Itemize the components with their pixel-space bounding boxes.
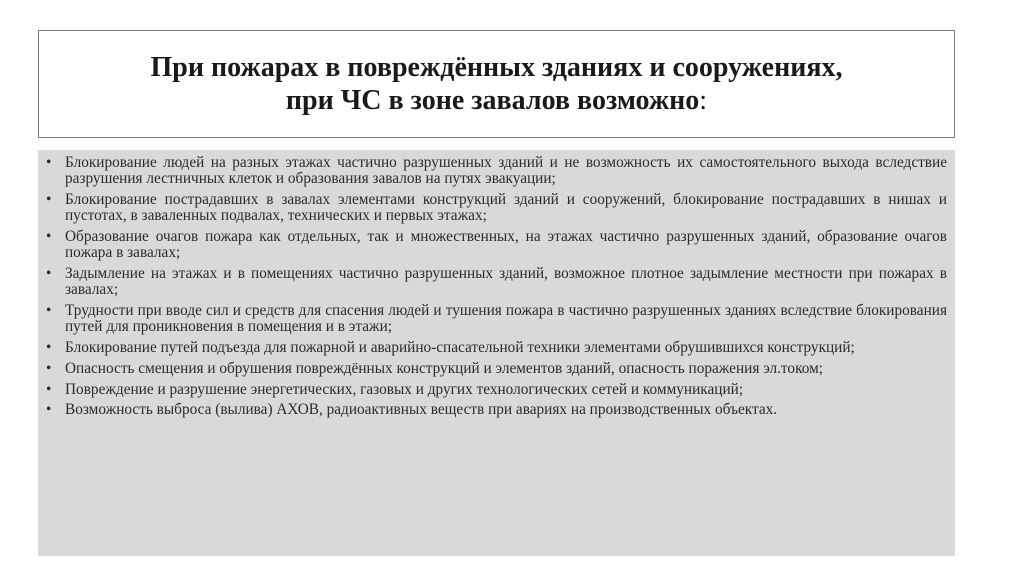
- bullet-icon: •: [46, 359, 52, 377]
- list-item: [46, 361, 947, 377]
- list-item-text: Блокирование людей на разных этажах частично разрушенных зданий и не возможность их самостоятельного выхода вследствие разрушения лестничных клеток и образования завалов на путях эвакуации;: [65, 154, 947, 188]
- list-item-text: Возможность выброса (вылива) АХОВ, радиоактивных веществ при авариях на производственных объектах.: [65, 401, 778, 419]
- list-item: [46, 402, 947, 418]
- bullet-icon: •: [46, 339, 52, 356]
- slide-title: [151, 51, 843, 117]
- slide-title-line-2: [151, 84, 843, 117]
- slide-title-box: [38, 30, 955, 138]
- list-item: [46, 192, 947, 224]
- list-item: [46, 266, 947, 298]
- list-item-text: Задымление на этажах и в помещениях частично разрушенных зданий, возможное плотное задымление местности при пожарах в завалах;: [65, 265, 947, 299]
- bullet-icon: •: [46, 401, 52, 419]
- slide-title-colon: :: [699, 85, 708, 116]
- bullet-icon: •: [46, 265, 52, 282]
- list-item: [46, 382, 947, 398]
- bullet-list: [46, 155, 947, 419]
- slide-title-line-2-text: при ЧС в зоне завалов возможно: [285, 85, 700, 116]
- list-item-text: Повреждение и разрушение энергетических, газовых и других технологических сетей и коммуникаций;: [65, 380, 744, 398]
- slide-title-line-1: При пожарах в повреждённых зданиях и сооружениях,: [150, 52, 843, 83]
- bullet-icon: •: [46, 228, 52, 245]
- list-item-text: Блокирование пострадавших в завалах элементами конструкций зданий и сооружений, блокирование пострадавших в нишах и пустотах, в заваленных подвалах, технических и первых этажах;: [65, 191, 947, 225]
- slide-content-box: [38, 150, 955, 556]
- list-item-text: Образование очагов пожара как отдельных, так и множественных, на этажах частично разрушенных зданий, образование очагов пожара в завалах;: [65, 228, 947, 262]
- list-item-text: Блокирование путей подъезда для пожарной и аварийно-спасательной техники элементами обрушившихся конструкций;: [65, 339, 855, 356]
- bullet-icon: •: [46, 191, 52, 208]
- bullet-icon: •: [46, 302, 52, 319]
- list-item-text: Опасность смещения и обрушения повреждённых конструкций и элементов зданий, опасность поражения эл.током;: [65, 359, 824, 377]
- list-item: [46, 229, 947, 261]
- list-item-text: Трудности при вводе сил и средств для спасения людей и тушения пожара в частично разрушенных зданиях вследствие блокирования путей для проникновения в помещения и в этажи;: [65, 302, 947, 336]
- list-item: [46, 340, 947, 356]
- bullet-icon: •: [46, 154, 52, 171]
- list-item: [46, 303, 947, 335]
- bullet-icon: •: [46, 380, 52, 398]
- list-item: [46, 155, 947, 187]
